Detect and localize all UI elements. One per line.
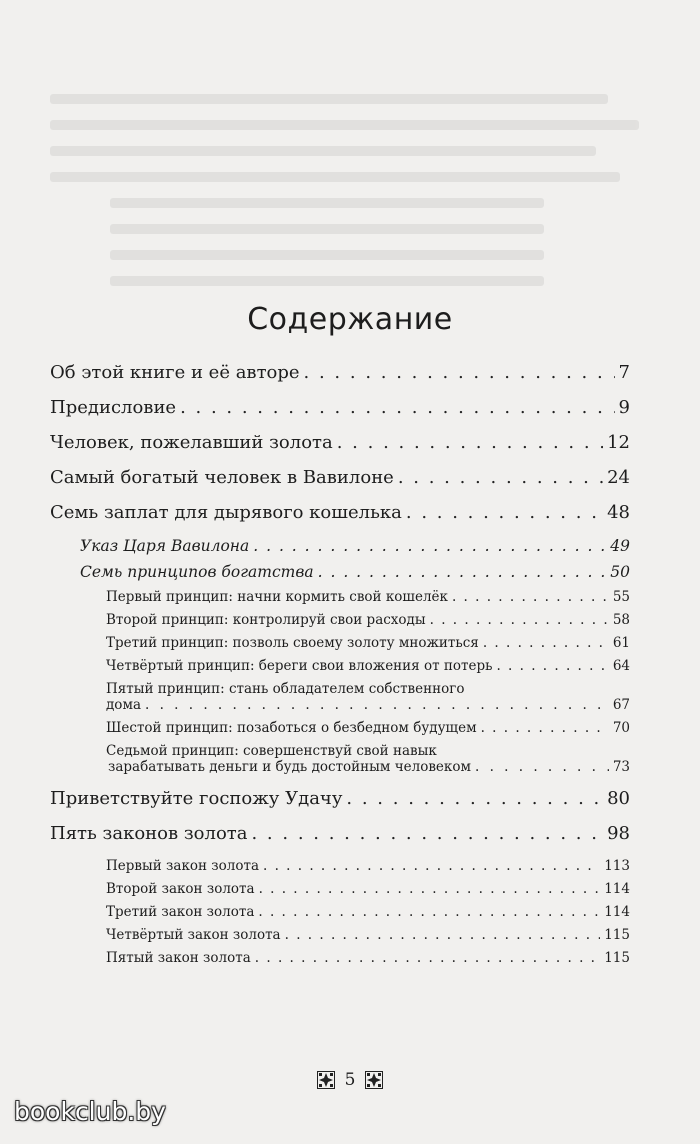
toc-entry-label: Указ Царя Вавилона xyxy=(80,537,250,555)
toc-entry-label: Пятый закон золота xyxy=(106,950,251,966)
toc-entry xyxy=(50,589,630,605)
toc-entry xyxy=(50,362,630,383)
bleed-through-text xyxy=(50,78,670,302)
toc-page-number: 67 xyxy=(612,697,630,713)
toc-page-number: 49 xyxy=(610,537,630,555)
dot-leader xyxy=(258,904,600,920)
toc-page-number: 98 xyxy=(607,823,630,844)
page-footer xyxy=(0,1070,700,1090)
dot-leader xyxy=(318,563,607,581)
toc-page-number: 50 xyxy=(610,563,630,581)
toc-entry-label: Второй принцип: контролируй свои расходы xyxy=(106,612,426,628)
toc-entry xyxy=(50,743,630,775)
toc-entry-label-continued: зарабатывать деньги и будь достойным человеком xyxy=(108,759,471,775)
toc-entry-label: Первый принцип: начни кормить свой кошелёк xyxy=(106,589,448,605)
toc-entry-label: Шестой принцип: позаботься о безбедном будущем xyxy=(106,720,477,736)
watermark: bookclub.by xyxy=(14,1097,166,1126)
toc-entry xyxy=(50,720,630,736)
toc-page-number: 24 xyxy=(607,467,630,488)
dot-leader xyxy=(398,467,603,488)
ornament-icon xyxy=(317,1071,335,1089)
toc-entry xyxy=(50,502,630,523)
toc-page-number: 80 xyxy=(607,788,630,809)
toc-entry-label-continued: дома xyxy=(106,697,141,713)
dot-leader xyxy=(304,362,615,383)
dot-leader xyxy=(430,612,609,628)
toc-entry-label: Об этой книге и её авторе xyxy=(50,362,300,383)
dot-leader xyxy=(255,950,600,966)
ornament-icon xyxy=(365,1071,383,1089)
toc-entry-label: Предисловие xyxy=(50,397,177,418)
toc-page-number: 115 xyxy=(604,950,630,966)
toc-entry-label: Четвёртый принцип: береги свои вложения от потерь xyxy=(106,658,493,674)
toc-entry xyxy=(50,612,630,628)
toc-page-number: 114 xyxy=(604,881,630,897)
toc-page-number: 7 xyxy=(618,362,630,383)
dot-leader xyxy=(259,881,601,897)
toc-entry xyxy=(50,397,630,418)
toc-entry-label: Второй закон золота xyxy=(106,881,255,897)
toc-entry-label: Пятый принцип: стань обладателем собственного xyxy=(106,681,465,697)
toc-page-number: 70 xyxy=(612,720,630,736)
toc-page-number: 114 xyxy=(604,904,630,920)
toc-entry-label: Седьмой принцип: совершенствуй свой навык xyxy=(106,743,437,759)
dot-leader xyxy=(253,537,606,555)
toc-entry-label: Первый закон золота xyxy=(106,858,260,874)
toc-entry-label: Самый богатый человек в Вавилоне xyxy=(50,467,394,488)
toc-page-number: 64 xyxy=(612,658,630,674)
toc-page-number: 113 xyxy=(604,858,630,874)
toc-page-number: 55 xyxy=(612,589,630,605)
toc-entry-label: Человек, пожелавший золота xyxy=(50,432,333,453)
dot-leader xyxy=(452,589,609,605)
dot-leader xyxy=(406,502,603,523)
toc-entry-label: Четвёртый закон золота xyxy=(106,927,281,943)
page-number: 5 xyxy=(344,1070,356,1090)
toc-entry xyxy=(50,904,630,920)
toc-entry xyxy=(50,467,630,488)
toc-entry xyxy=(50,432,630,453)
toc-entry-label: Приветствуйте госпожу Удачу xyxy=(50,788,343,809)
toc-entry xyxy=(50,823,630,844)
dot-leader xyxy=(475,759,609,775)
toc-entry-label: Семь принципов богатства xyxy=(80,563,314,581)
toc-entry xyxy=(50,635,630,651)
dot-leader xyxy=(145,697,609,713)
dot-leader xyxy=(496,658,608,674)
dot-leader xyxy=(337,432,603,453)
toc-page-number: 9 xyxy=(618,397,630,418)
toc-page-number: 48 xyxy=(607,502,630,523)
dot-leader xyxy=(180,397,614,418)
toc-entry xyxy=(50,950,630,966)
page-title: Содержание xyxy=(247,302,453,338)
dot-leader xyxy=(481,720,609,736)
toc-page-number: 61 xyxy=(612,635,630,651)
toc-page-number: 58 xyxy=(612,612,630,628)
toc-entry xyxy=(50,881,630,897)
dot-leader xyxy=(285,927,601,943)
toc-entry xyxy=(50,658,630,674)
toc-page-number: 12 xyxy=(607,432,630,453)
toc-entry xyxy=(50,788,630,809)
dot-leader xyxy=(346,788,603,809)
toc-entry-label: Семь заплат для дырявого кошелька xyxy=(50,502,402,523)
toc-page-number: 73 xyxy=(612,759,630,775)
toc-entry xyxy=(50,563,630,581)
toc-entry-label: Третий закон золота xyxy=(106,904,255,920)
table-of-contents xyxy=(50,362,630,973)
toc-entry xyxy=(50,537,630,555)
dot-leader xyxy=(483,635,609,651)
toc-entry xyxy=(50,858,630,874)
toc-entry xyxy=(50,927,630,943)
toc-entry-label: Пять законов золота xyxy=(50,823,248,844)
dot-leader xyxy=(251,823,603,844)
toc-entry-label: Третий принцип: позволь своему золоту множиться xyxy=(106,635,479,651)
toc-entry xyxy=(50,681,630,713)
toc-page-number: 115 xyxy=(604,927,630,943)
dot-leader xyxy=(263,858,600,874)
